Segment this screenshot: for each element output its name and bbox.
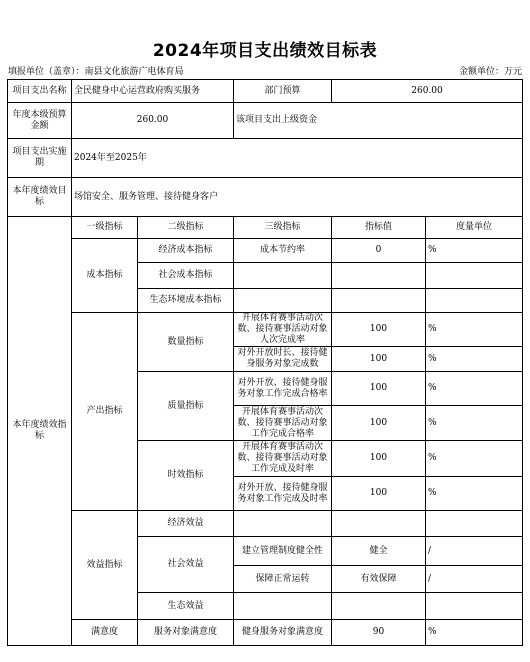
amount-unit: 金额单位：万元 [458,67,522,77]
period-value: 2024年至2025年 [72,139,523,178]
row-unit: % [426,239,523,263]
row-unit: % [426,372,523,406]
row-name: 对外开放、接待健身服务对象工作完成合格率 [234,372,332,406]
row-name: 开展体育赛事活动次数、接待赛事活动对象工作完成合格率 [234,406,332,441]
row-unit: % [426,406,523,441]
row-name: 开展体育赛事活动次数、接待赛事活动对象人次完成率 [234,313,332,347]
header-unit: 度量单位 [426,217,523,239]
level2-eco-benefit: 生态效益 [138,593,234,620]
row-unit: % [426,441,523,477]
row-unit: % [426,313,523,347]
project-name-label: 项目支出名称 [8,80,72,103]
level2-economic-benefit: 经济效益 [138,511,234,537]
row-name: 建立管理制度健全性 [234,537,332,566]
level1-benefit: 效益指标 [72,511,138,620]
annual-goal-label: 本年度绩效目标 [8,178,72,217]
row-unit: % [426,620,523,646]
indicator-section-label: 本年度绩效指标 [8,217,72,646]
annual-goal-value: 场馆安全、服务管理、接待健身客户 [72,178,523,217]
row-value: 90 [332,620,426,646]
annual-budget-label: 年度本级预算金额 [8,103,72,139]
level2-quality: 质量指标 [138,372,234,441]
row-value: 100 [332,477,426,511]
header-value: 指标值 [332,217,426,239]
level2-timeliness: 时效指标 [138,441,234,511]
row-name: 保障正常运转 [234,566,332,593]
filing-unit: 填报单位（盖章）：南县文化旅游广电体育局 [8,67,184,77]
row-name: 开展体育赛事活动次数、接待赛事活动对象工作完成及时率 [234,441,332,477]
row-value: 100 [332,406,426,441]
period-label: 项目支出实施期 [8,139,72,178]
row-value: 100 [332,372,426,406]
row-name: 对外开放时长、接待健身服务对象完成数 [234,347,332,372]
row-value: 100 [332,313,426,347]
header-level2: 二级指标 [138,217,234,239]
dept-budget-value: 260.00 [332,80,523,103]
level1-cost: 成本指标 [72,239,138,313]
row-value: 健全 [332,537,426,566]
row-value: 100 [332,347,426,372]
row-name: 对外开放、接待健身服务对象工作完成及时率 [234,477,332,511]
annual-budget-value: 260.00 [72,103,234,139]
performance-target-table [7,79,523,646]
row-value: 100 [332,441,426,477]
level2-social-benefit: 社会效益 [138,537,234,593]
level2-quantity: 数量指标 [138,313,234,372]
header-level3: 三级指标 [234,217,332,239]
row-value: 有效保障 [332,566,426,593]
row-name: 成本节约率 [234,239,332,263]
level2-economic-cost: 经济成本指标 [138,239,234,263]
level1-satisfaction: 满意度 [72,620,138,646]
project-name: 全民健身中心运营政府购买服务 [72,80,234,103]
header-level1: 一级指标 [72,217,138,239]
dept-budget-label: 部门预算 [234,80,332,103]
upper-funds-label: 该项目支出上级资金 [234,103,523,139]
level2-social-cost: 社会成本指标 [138,263,234,289]
row-name: 健身服务对象满意度 [234,620,332,646]
level2-eco-cost: 生态环境成本指标 [138,289,234,313]
row-unit: / [426,566,523,593]
row-value: 0 [332,239,426,263]
page-title: 2024年项目支出绩效目标表 [152,41,378,61]
row-unit: % [426,477,523,511]
row-unit: / [426,537,523,566]
row-unit: % [426,347,523,372]
level1-output: 产出指标 [72,313,138,511]
level2-service-satisfaction: 服务对象满意度 [138,620,234,646]
